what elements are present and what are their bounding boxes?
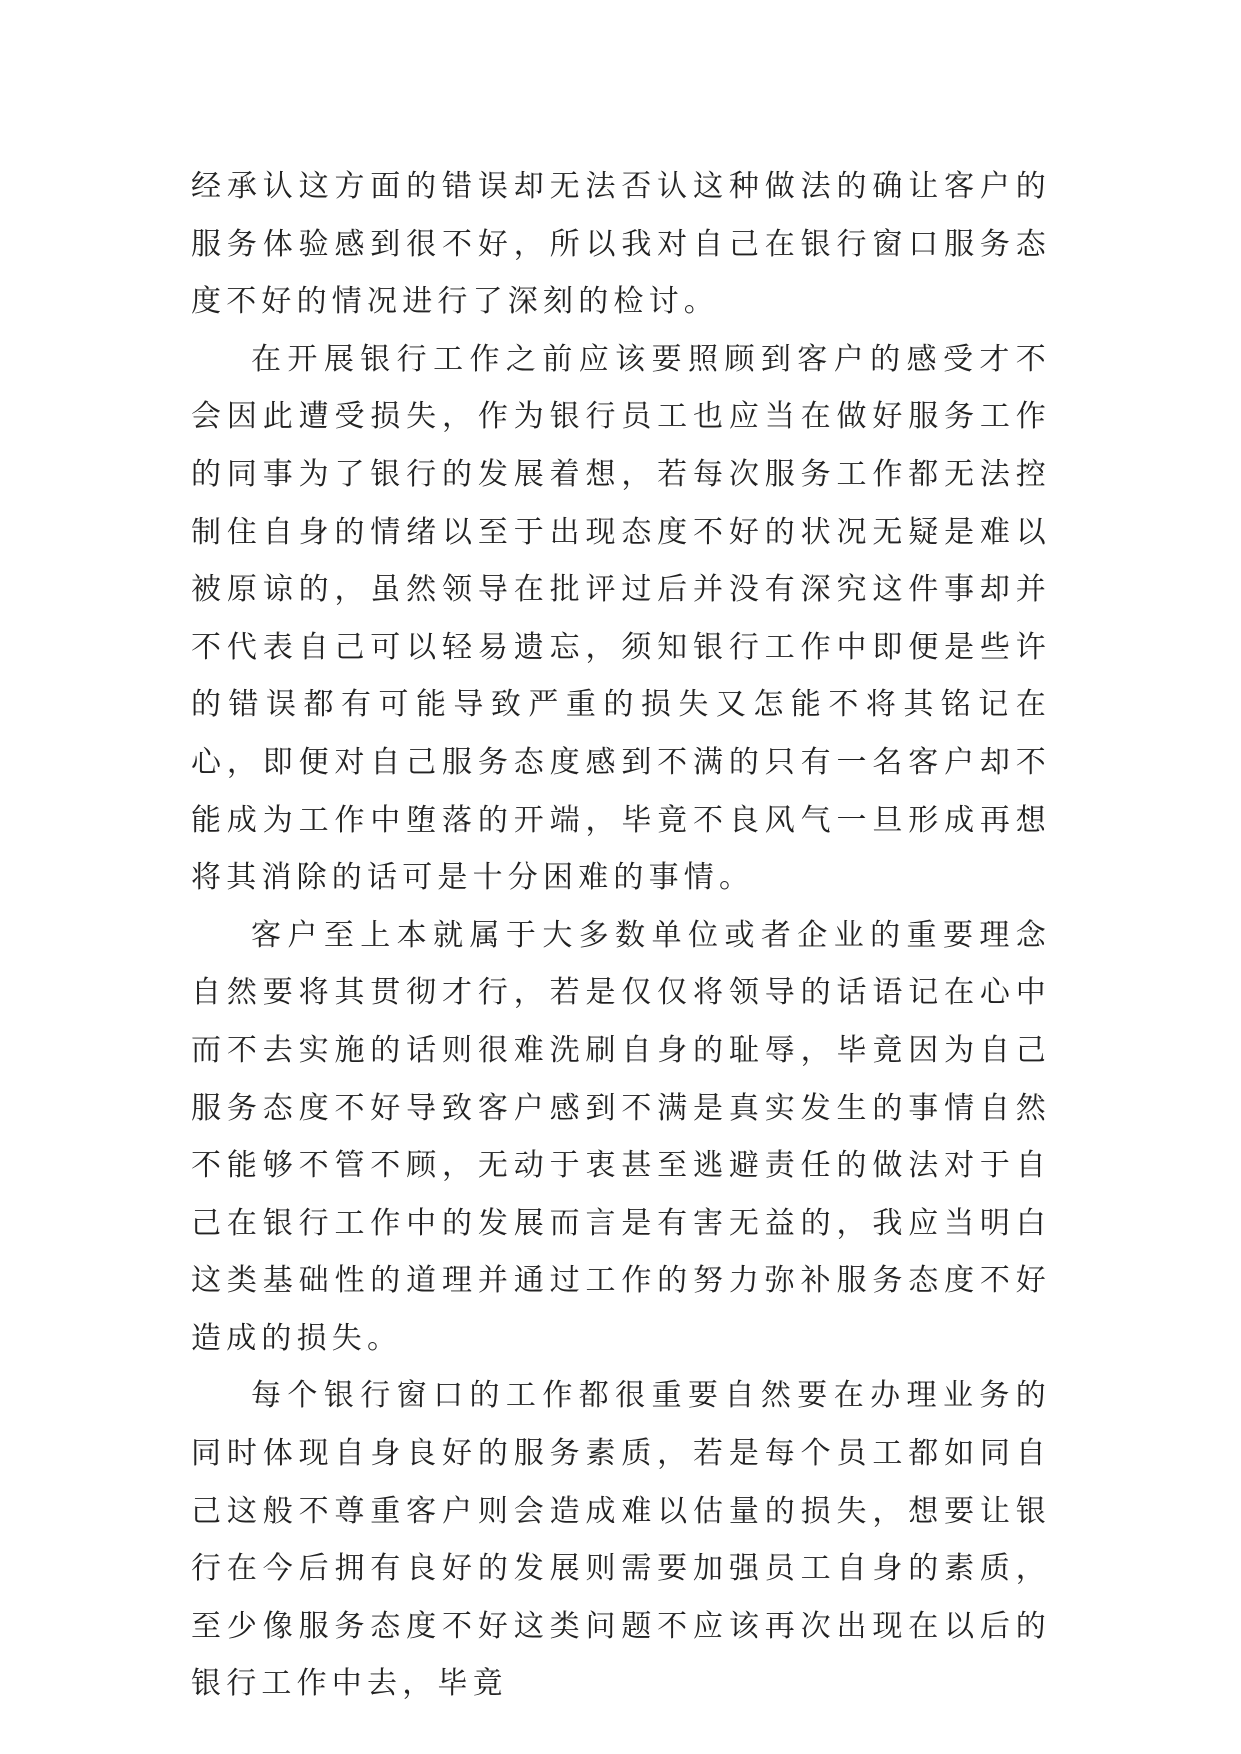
paragraph-2: 在开展银行工作之前应该要照顾到客户的感受才不会因此遭受损失，作为银行员工也应当在做好服务工作的同事为了银行的发展着想，若每次服务工作都无法控制住自身的情绪以至于出现态度不好的状况无疑是难以被原谅的，虽然领导在批评过后并没有深究这件事却并不代表自己可以轻易遗忘，须知银行工作中即便是些许的错误都有可能导致严重的损失又怎能不将其铭记在心，即便对自己服务态度感到不满的只有一名客户却不能成为工作中堕落的开端，毕竟不良风气一旦形成再想将其消除的话可是十分困难的事情。	[191, 341, 1051, 896]
body-text	[191, 158, 1051, 1713]
paragraph-4: 每个银行窗口的工作都很重要自然要在办理业务的同时体现自身良好的服务素质，若是每个员工都如同自己这般不尊重客户则会造成难以估量的损失，想要让银行在今后拥有良好的发展则需要加强员工自身的素质，至少像服务态度不好这类问题不应该再次出现在以后的银行工作中去，毕竟	[191, 1378, 1051, 1702]
paragraph-1: 经承认这方面的错误却无法否认这种做法的确让客户的服务体验感到很不好，所以我对自己在银行窗口服务态度不好的情况进行了深刻的检讨。	[191, 169, 1051, 320]
paragraph-3: 客户至上本就属于大多数单位或者企业的重要理念自然要将其贯彻才行，若是仅仅将领导的话语记在心中而不去实施的话则很难洗刷自身的耻辱，毕竟因为自己服务态度不好导致客户感到不满是真实发生的事情自然不能够不管不顾，无动于衷甚至逃避责任的做法对于自己在银行工作中的发展而言是有害无益的，我应当明白这类基础性的道理并通过工作的努力弥补服务态度不好造成的损失。	[191, 917, 1051, 1356]
